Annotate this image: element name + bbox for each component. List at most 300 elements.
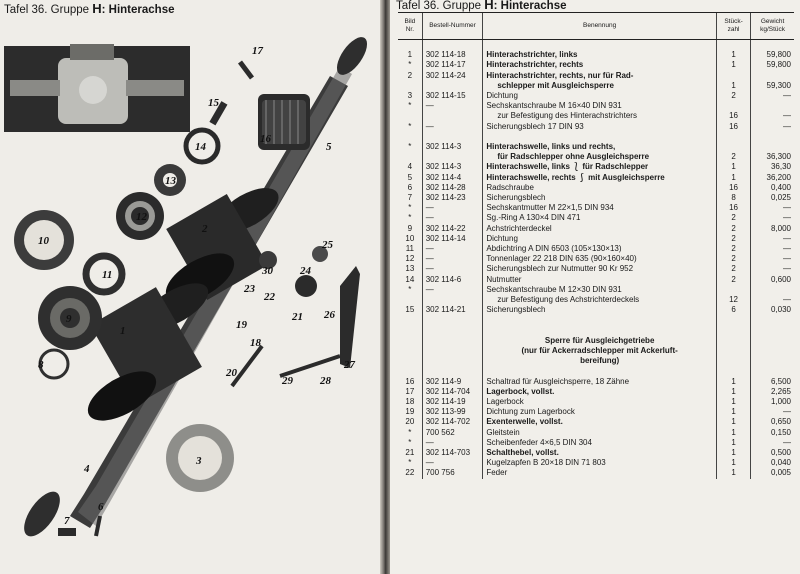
shift-lever xyxy=(340,266,360,368)
cell-stueckzahl: 16 xyxy=(716,111,750,121)
table-row xyxy=(398,203,794,213)
table-row xyxy=(398,101,794,111)
cell-gewicht: — xyxy=(751,91,794,101)
cell-bestellnummer xyxy=(422,315,483,325)
callout-4: 4 xyxy=(84,463,90,475)
cell-bestellnummer: — xyxy=(422,122,483,132)
cell-bild: 10 xyxy=(405,233,415,243)
cell-gewicht xyxy=(751,285,794,295)
left-page-header xyxy=(4,1,174,16)
cell-bestellnummer xyxy=(422,336,483,346)
cell-gewicht: 2,265 xyxy=(751,387,794,397)
cell-bild: * xyxy=(408,437,412,447)
cell-stueckzahl: 2 xyxy=(716,91,750,101)
table-row xyxy=(398,448,794,458)
cell-bild: * xyxy=(408,60,412,70)
cell-bild: 22 xyxy=(405,468,415,478)
cell-bestellnummer: 302 114-22 xyxy=(422,224,483,234)
cell-bestellnummer xyxy=(422,366,483,376)
cell-bestellnummer: 302 114-23 xyxy=(422,193,483,203)
cell-gewicht: — xyxy=(751,407,794,417)
cell-gewicht: 36,200 xyxy=(751,173,794,183)
table-row xyxy=(398,173,794,183)
cell-bestellnummer: 302 114-17 xyxy=(422,60,483,70)
cell-bestellnummer: 302 114-702 xyxy=(422,417,483,427)
table-row xyxy=(398,213,794,223)
cell-benennung: zur Befestigung des Achstrichterdeckels xyxy=(483,295,717,305)
cell-stueckzahl: 1 xyxy=(716,448,750,458)
group-letter: H xyxy=(484,0,494,12)
cell-section-heading: bereifung) xyxy=(483,356,717,366)
cell-bild: 13 xyxy=(405,264,415,274)
cell-benennung: Scheibenfeder 4×6,5 DIN 304 xyxy=(483,438,717,448)
cell-benennung: Radschraube xyxy=(483,183,717,193)
cell-stueckzahl xyxy=(716,40,750,51)
cell-gewicht: 0,400 xyxy=(751,183,794,193)
cell-gewicht: 0,025 xyxy=(751,193,794,203)
callout-25: 25 xyxy=(322,239,333,251)
bearing-bracket xyxy=(240,62,252,78)
callout-15: 15 xyxy=(208,97,219,109)
table-row xyxy=(398,224,794,234)
cell-stueckzahl: 1 xyxy=(716,468,750,478)
table-row xyxy=(398,122,794,132)
column-header-benennung: Benennung xyxy=(483,13,717,40)
table-row xyxy=(398,111,794,121)
cell-benennung: Abdichtring A DIN 6503 (105×130×13) xyxy=(483,244,717,254)
cell-benennung: Sicherungsblech xyxy=(483,193,717,203)
cell-benennung: Tonnenlager 22 218 DIN 635 (90×160×40) xyxy=(483,254,717,264)
cell-gewicht: 0,005 xyxy=(751,468,794,478)
cell-stueckzahl: 2 xyxy=(716,264,750,274)
cell-gewicht: 59,800 xyxy=(751,50,794,60)
cell-stueckzahl xyxy=(716,132,750,142)
cell-bestellnummer: 302 114-6 xyxy=(422,275,483,285)
cell-benennung: Hinterachstrichter, links xyxy=(483,50,717,60)
table-row xyxy=(398,285,794,295)
table-row xyxy=(398,468,794,478)
cell-gewicht: — xyxy=(751,203,794,213)
cell-stueckzahl: 16 xyxy=(716,203,750,213)
table-row xyxy=(398,81,794,91)
cell-benennung: Kugelzapfen B 20×18 DIN 71 803 xyxy=(483,458,717,468)
cell-bestellnummer: 302 114-18 xyxy=(422,50,483,60)
exploded-view-diagram xyxy=(0,16,380,574)
cell-benennung: für Radschlepper ohne Ausgleichsperre xyxy=(483,152,717,162)
cell-stueckzahl: 1 xyxy=(716,438,750,448)
book-gutter xyxy=(380,0,390,574)
cell-gewicht xyxy=(751,366,794,376)
cell-stueckzahl: 2 xyxy=(716,275,750,285)
table-row xyxy=(398,60,794,70)
cell-benennung xyxy=(483,132,717,142)
cell-bild: 17 xyxy=(405,386,415,396)
cell-benennung: Sicherungsblech xyxy=(483,305,717,315)
cell-benennung: Hinterachswelle, links ⎱ für Radschlepper xyxy=(483,162,717,172)
table-row xyxy=(398,254,794,264)
cell-gewicht xyxy=(751,71,794,81)
cell-benennung: zur Befestigung des Hinterachstrichters xyxy=(483,111,717,121)
cell-gewicht: 1,000 xyxy=(751,397,794,407)
cell-bild: 7 xyxy=(407,193,413,203)
cell-benennung: Feder xyxy=(483,468,717,478)
table-row xyxy=(398,152,794,162)
cell-gewicht xyxy=(751,101,794,111)
cell-bild: * xyxy=(408,213,412,223)
cell-bestellnummer: — xyxy=(422,203,483,213)
callout-22: 22 xyxy=(264,291,275,303)
cell-benennung: Dichtung xyxy=(483,91,717,101)
table-row xyxy=(398,336,794,346)
cell-stueckzahl xyxy=(716,71,750,81)
cell-stueckzahl: 1 xyxy=(716,377,750,387)
cell-stueckzahl: 1 xyxy=(716,81,750,91)
cell-gewicht: — xyxy=(751,234,794,244)
cell-bestellnummer: — xyxy=(422,264,483,274)
cell-bestellnummer: 302 114-4 xyxy=(422,173,483,183)
cell-gewicht xyxy=(751,346,794,356)
callout-16: 16 xyxy=(260,133,271,145)
eccentric-shaft-head xyxy=(295,275,317,297)
cell-gewicht xyxy=(751,315,794,325)
cell-stueckzahl: 16 xyxy=(716,122,750,132)
callout-18: 18 xyxy=(250,337,261,349)
table-row xyxy=(398,234,794,244)
cell-bestellnummer: 302 114-28 xyxy=(422,183,483,193)
cell-bild: 2 xyxy=(407,70,413,80)
table-row xyxy=(398,91,794,101)
table-row xyxy=(398,132,794,142)
cell-bild: 19 xyxy=(405,407,415,417)
cell-bild: 15 xyxy=(405,305,415,315)
right-page-header xyxy=(396,0,566,12)
cell-stueckzahl: 1 xyxy=(716,173,750,183)
cell-benennung: Lagerbock, vollst. xyxy=(483,387,717,397)
cell-benennung: schlepper mit Ausgleichsperre xyxy=(483,81,717,91)
cell-bestellnummer: 302 114-15 xyxy=(422,91,483,101)
cell-bild xyxy=(398,295,422,305)
cell-benennung xyxy=(483,326,717,336)
cell-stueckzahl: 1 xyxy=(716,387,750,397)
cell-stueckzahl: 1 xyxy=(716,50,750,60)
cell-bestellnummer xyxy=(422,356,483,366)
parts-table-body xyxy=(398,40,794,479)
callout-5: 5 xyxy=(326,141,332,153)
column-header-bestellnummer: Bestell-Nummer xyxy=(422,13,483,40)
cell-bestellnummer xyxy=(422,81,483,91)
cell-benennung: Sechskantmutter M 22×1,5 DIN 934 xyxy=(483,203,717,213)
callout-9: 9 xyxy=(66,313,72,325)
callout-14: 14 xyxy=(195,141,206,153)
callout-11: 11 xyxy=(102,269,113,281)
cell-bestellnummer: — xyxy=(422,438,483,448)
cell-benennung: Dichtung xyxy=(483,234,717,244)
table-row xyxy=(398,407,794,417)
cell-bestellnummer: — xyxy=(422,101,483,111)
cell-bild xyxy=(398,315,422,325)
cell-bild: 3 xyxy=(407,91,413,100)
cell-bestellnummer: 302 114-14 xyxy=(422,234,483,244)
cell-stueckzahl: 1 xyxy=(716,458,750,468)
table-row xyxy=(398,183,794,193)
cell-gewicht xyxy=(751,142,794,152)
cell-gewicht: 0,030 xyxy=(751,305,794,315)
cell-bestellnummer: 302 114-3 xyxy=(422,142,483,152)
cell-bestellnummer: 302 113-99 xyxy=(422,407,483,417)
cell-stueckzahl xyxy=(716,285,750,295)
cell-bestellnummer: 302 114-21 xyxy=(422,305,483,315)
cell-bestellnummer: 700 756 xyxy=(422,468,483,478)
cell-bild: 20 xyxy=(405,417,415,427)
cell-bild: 12 xyxy=(405,254,415,264)
cell-bestellnummer: 302 114-703 xyxy=(422,448,483,458)
cell-bild xyxy=(398,366,422,376)
callout-27: 27 xyxy=(344,359,355,371)
cell-benennung: Sg.-Ring A 130×4 DIN 471 xyxy=(483,213,717,223)
cell-bestellnummer: 302 114-3 xyxy=(422,162,483,172)
callout-13: 13 xyxy=(165,175,176,187)
cell-bestellnummer: 302 114-24 xyxy=(422,71,483,81)
cell-benennung: Hinterachswelle, rechts ⎰ mit Ausgleichsperre xyxy=(483,173,717,183)
cell-benennung: Sechskantschraube M 16×40 DIN 931 xyxy=(483,101,717,111)
cell-bild: * xyxy=(408,121,412,131)
cell-bestellnummer: — xyxy=(422,213,483,223)
cell-bild: 4 xyxy=(407,162,413,172)
cell-bestellnummer: — xyxy=(422,285,483,295)
cell-benennung: Dichtung zum Lagerbock xyxy=(483,407,717,417)
table-row xyxy=(398,346,794,356)
cell-bild xyxy=(398,132,422,142)
callout-8: 8 xyxy=(38,359,44,371)
right-page xyxy=(390,0,800,574)
cell-stueckzahl: 1 xyxy=(716,162,750,172)
table-row xyxy=(398,162,794,172)
cell-gewicht: 0,600 xyxy=(751,275,794,285)
cell-stueckzahl: 2 xyxy=(716,244,750,254)
cell-bild: * xyxy=(408,203,412,213)
cell-bestellnummer: 302 114-704 xyxy=(422,387,483,397)
cell-bild xyxy=(398,40,422,51)
cell-stueckzahl: 2 xyxy=(716,152,750,162)
callout-29: 29 xyxy=(282,375,293,387)
cell-gewicht: — xyxy=(751,111,794,121)
callout-20: 20 xyxy=(226,367,237,379)
cell-benennung: Lagerbock xyxy=(483,397,717,407)
cell-section-heading: (nur für Ackerradschlepper mit Ackerluft- xyxy=(483,346,717,356)
cell-bild xyxy=(398,326,422,336)
cell-benennung: Hinterachstrichter, rechts, nur für Rad- xyxy=(483,71,717,81)
table-row xyxy=(398,50,794,60)
left-page xyxy=(0,0,380,574)
cell-bestellnummer: 302 114-19 xyxy=(422,397,483,407)
cell-stueckzahl: 6 xyxy=(716,305,750,315)
cell-bild: * xyxy=(408,142,412,151)
cell-bild: * xyxy=(408,284,412,294)
table-row xyxy=(398,397,794,407)
header-prefix: Tafel 36. Gruppe xyxy=(4,4,90,16)
table-row xyxy=(398,377,794,387)
cell-gewicht: 6,500 xyxy=(751,377,794,387)
cell-benennung: Gleitstein xyxy=(483,428,717,438)
table-row xyxy=(398,40,794,51)
cell-benennung: Schalthebel, vollst. xyxy=(483,448,717,458)
table-row xyxy=(398,458,794,468)
table-row xyxy=(398,315,794,325)
table-row xyxy=(398,326,794,336)
cell-bestellnummer: — xyxy=(422,254,483,264)
cell-bestellnummer xyxy=(422,40,483,51)
connecting-rod xyxy=(232,346,262,386)
cell-stueckzahl: 2 xyxy=(716,254,750,264)
cell-stueckzahl xyxy=(716,366,750,376)
callout-17: 17 xyxy=(252,45,263,57)
cell-bild: 18 xyxy=(405,397,415,407)
cell-bestellnummer: — xyxy=(422,244,483,254)
table-row xyxy=(398,295,794,305)
cell-gewicht: 0,040 xyxy=(751,458,794,468)
cell-benennung xyxy=(483,366,717,376)
table-row xyxy=(398,193,794,203)
cell-stueckzahl: 2 xyxy=(716,224,750,234)
cell-benennung: Hinterachstrichter, rechts xyxy=(483,60,717,70)
cell-benennung: Sechskantschraube M 12×30 DIN 931 xyxy=(483,285,717,295)
cell-gewicht: 59,300 xyxy=(751,81,794,91)
cell-benennung: Hinterachswelle, links und rechts, xyxy=(483,142,717,152)
cell-gewicht: — xyxy=(751,122,794,132)
cell-gewicht: — xyxy=(751,264,794,274)
cell-bestellnummer: 700 562 xyxy=(422,428,483,438)
cell-bestellnummer xyxy=(422,295,483,305)
table-row xyxy=(398,366,794,376)
cell-stueckzahl xyxy=(716,101,750,111)
cell-stueckzahl: 8 xyxy=(716,193,750,203)
cell-stueckzahl xyxy=(716,336,750,346)
header-prefix: Tafel 36. Gruppe xyxy=(396,0,482,12)
cell-stueckzahl xyxy=(716,356,750,366)
table-row xyxy=(398,438,794,448)
cell-gewicht xyxy=(751,132,794,142)
cell-benennung: Sicherungsblech 17 DIN 93 xyxy=(483,122,717,132)
cell-gewicht: 36,30 xyxy=(751,162,794,172)
callout-3: 3 xyxy=(196,455,202,467)
cell-benennung xyxy=(483,315,717,325)
cell-bild: 6 xyxy=(407,182,413,192)
cell-stueckzahl: 1 xyxy=(716,417,750,427)
cell-stueckzahl: 12 xyxy=(716,295,750,305)
callout-28: 28 xyxy=(320,375,331,387)
cell-bild: 1 xyxy=(407,50,413,60)
circlip xyxy=(40,350,68,378)
cell-stueckzahl: 1 xyxy=(716,60,750,70)
cell-stueckzahl: 16 xyxy=(716,183,750,193)
cell-gewicht: 0,500 xyxy=(751,448,794,458)
cell-gewicht: — xyxy=(751,438,794,448)
cell-bild: 21 xyxy=(405,448,415,458)
table-row xyxy=(398,244,794,254)
cell-gewicht xyxy=(751,40,794,51)
callout-21: 21 xyxy=(292,311,303,323)
cell-bild xyxy=(398,336,422,346)
parts-table xyxy=(398,12,794,479)
callout-12: 12 xyxy=(136,211,147,223)
cell-stueckzahl: 1 xyxy=(716,407,750,417)
cell-bild: 5 xyxy=(407,172,413,182)
cell-bestellnummer xyxy=(422,111,483,121)
cell-gewicht xyxy=(751,326,794,336)
callout-7: 7 xyxy=(64,515,70,527)
cell-bestellnummer xyxy=(422,132,483,142)
callout-30: 30 xyxy=(262,265,273,277)
cell-benennung: Schaltrad für Ausgleichsperre, 18 Zähne xyxy=(483,377,717,387)
cell-bild: 11 xyxy=(405,244,415,254)
cell-gewicht xyxy=(751,336,794,346)
cell-stueckzahl: 1 xyxy=(716,397,750,407)
table-row xyxy=(398,142,794,152)
table-header-row xyxy=(398,13,794,40)
cell-stueckzahl: 1 xyxy=(716,428,750,438)
cell-bild: * xyxy=(408,458,412,468)
group-letter: H xyxy=(92,1,102,16)
callout-6: 6 xyxy=(98,501,104,513)
column-header-bild: Bild Nr. xyxy=(398,13,422,40)
cell-gewicht: 59,800 xyxy=(751,60,794,70)
cell-bestellnummer xyxy=(422,152,483,162)
cell-gewicht: — xyxy=(751,213,794,223)
cell-bestellnummer: — xyxy=(422,458,483,468)
table-row xyxy=(398,275,794,285)
cell-benennung: Sicherungsblech zur Nutmutter 90 Kr 952 xyxy=(483,264,717,274)
table-row xyxy=(398,264,794,274)
column-header-gewicht: Gewicht kg/Stück xyxy=(751,13,794,40)
column-header-stueckzahl: Stück-zahl xyxy=(716,13,750,40)
callout-19: 19 xyxy=(236,319,247,331)
cell-stueckzahl xyxy=(716,346,750,356)
cell-bestellnummer xyxy=(422,346,483,356)
callout-24: 24 xyxy=(300,265,311,277)
cell-stueckzahl: 2 xyxy=(716,213,750,223)
cell-gewicht xyxy=(751,356,794,366)
table-row xyxy=(398,356,794,366)
cell-bild: 14 xyxy=(405,274,415,284)
linkage-rod xyxy=(280,356,340,376)
table-row xyxy=(398,417,794,427)
cell-bild xyxy=(398,81,422,91)
callout-10: 10 xyxy=(38,235,49,247)
cell-section-heading: Sperre für Ausgleichgetriebe xyxy=(483,336,717,346)
header-title: : Hinterachse xyxy=(493,0,567,12)
cell-bild: 16 xyxy=(405,376,415,386)
cell-benennung: Exenterwelle, vollst. xyxy=(483,417,717,427)
cell-bild: * xyxy=(408,101,412,111)
cell-stueckzahl: 2 xyxy=(716,234,750,244)
cell-bild: 9 xyxy=(407,223,413,233)
cell-bild xyxy=(398,111,422,121)
cell-benennung xyxy=(483,40,717,51)
cell-stueckzahl xyxy=(716,315,750,325)
cell-bild xyxy=(398,356,422,366)
cell-gewicht: 0,150 xyxy=(751,428,794,438)
callout-2: 2 xyxy=(202,223,208,235)
lock-washer xyxy=(58,528,76,536)
table-row xyxy=(398,387,794,397)
cell-bild: * xyxy=(408,427,412,437)
cell-benennung: Achstrichterdeckel xyxy=(483,224,717,234)
callout-23: 23 xyxy=(244,283,255,295)
cell-bild xyxy=(398,346,422,356)
callout-1: 1 xyxy=(120,325,126,337)
table-row xyxy=(398,428,794,438)
header-title: : Hinterachse xyxy=(101,4,175,16)
